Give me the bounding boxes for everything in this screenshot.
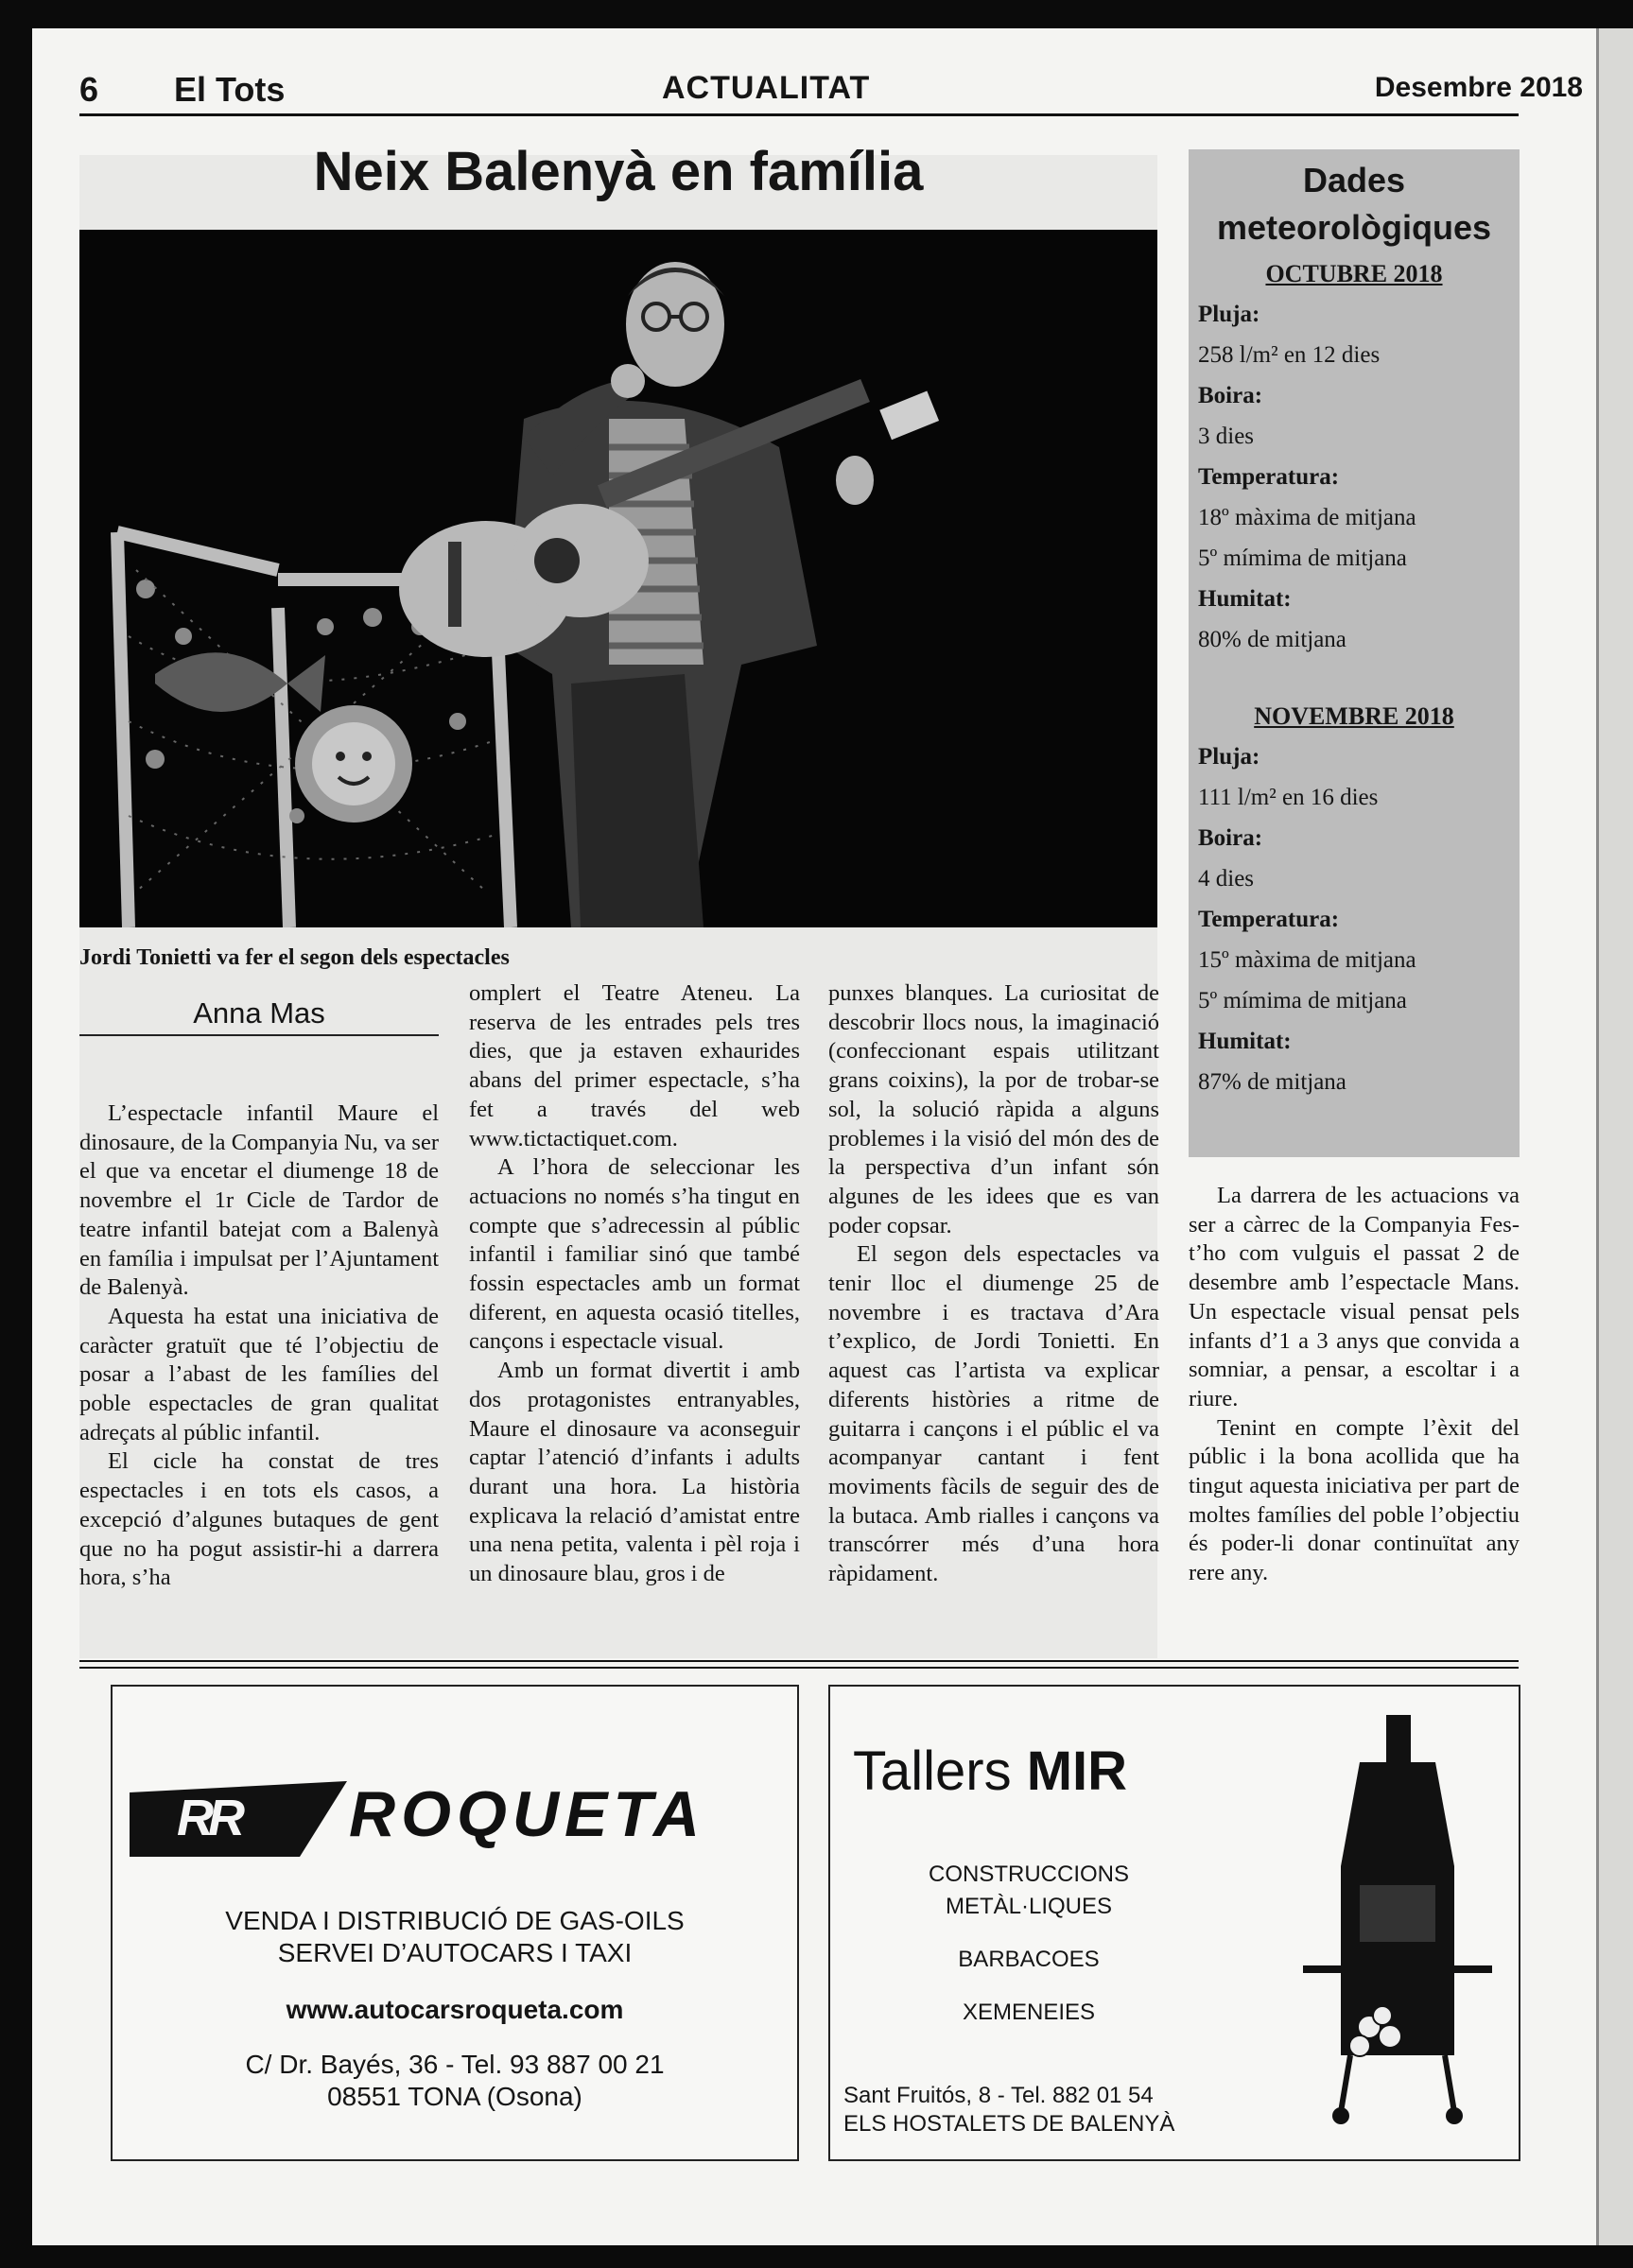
article-paragraph: punxes blanques. La curiositat de descobrir llocs nous, la imaginació (confeccionant espais utilitzant grans coixins), la por de trobar-se sol, la solució ràpida a alguns problemes i la visió del món des de la perspectiva d’un infant són algunes de les idees que es van poder copsar. bbox=[828, 980, 1159, 1238]
mir-contact bbox=[843, 2082, 1174, 2138]
mir-address: Sant Fruitós, 8 - Tel. 882 01 54 bbox=[843, 2083, 1154, 2108]
article-paragraph: Amb un format divertit i amb dos protagonistes entranyables, Maure el dinosaure va aconseguir captar l’atenció d’infants i adults durant una hora. La història explicava la relació d’amistat entre una nena petita, valenta i pèl roja i un dinosaure blau, gros i de bbox=[469, 1358, 800, 1587]
weather-title-line2: meteorològiques bbox=[1216, 208, 1492, 247]
rain-value: 111 l/m² en 16 dies bbox=[1198, 785, 1379, 810]
photo-caption: Jordi Tonietti va fer el segon dels espectacles bbox=[79, 945, 510, 970]
performer-illustration bbox=[79, 230, 1157, 927]
article-paragraph: Aquesta ha estat una iniciativa de caràcter gratuït que té l’objectiu de posar a l’abast de les famílies del poble espectacles de gran qualitat adreçats al públic infantil. bbox=[79, 1303, 439, 1446]
rain-value: 258 l/m² en 12 dies bbox=[1198, 342, 1381, 368]
fog-label: Boira: bbox=[1198, 383, 1263, 408]
article-paragraph: El segon dels espectacles va tenir lloc el diumenge 25 de novembre i es tractava d’Ara t’explico, de Jordi Tonietti. En aquest cas l’artista va explicar diferents històries a ritme de guitarra i cançons i el públic el va acompanyar cantant i fent moviments fàcils de seguir des de la butaca. Amb rialles i cançons va transcórrer més d’una hora ràpidament. bbox=[828, 1241, 1159, 1587]
weather-title-line1: Dades bbox=[1302, 161, 1406, 199]
weather-title bbox=[1189, 149, 1520, 251]
publication-name: El Tots bbox=[174, 70, 286, 109]
article-paragraph: Tenint en compte l’èxit del públic i la bona acollida que ha tingut aquesta iniciativa per part de moltes famílies del poble l’objectiu és poder-li donar continuïtat any rere any. bbox=[1189, 1414, 1520, 1586]
mir-brand bbox=[853, 1740, 1127, 1803]
humidity-value: 80% de mitjana bbox=[1198, 627, 1346, 652]
mir-line1: CONSTRUCCIONS bbox=[928, 1861, 1129, 1887]
article-photo bbox=[79, 230, 1157, 927]
temperature-label: Temperatura: bbox=[1198, 907, 1340, 932]
temperature-label: Temperatura: bbox=[1198, 464, 1340, 490]
barbecue-icon bbox=[1303, 1715, 1492, 2131]
fog-value: 3 dies bbox=[1198, 424, 1255, 449]
mir-line2: METÀL·LIQUES bbox=[945, 1894, 1113, 1919]
roqueta-website[interactable]: www.autocarsroqueta.com bbox=[286, 1995, 624, 2024]
article-headline: Neix Balenyà en família bbox=[313, 141, 924, 202]
page-number: 6 bbox=[79, 70, 99, 109]
footer-rule bbox=[79, 1660, 1519, 1669]
roqueta-logo-letters: RR bbox=[177, 1790, 239, 1846]
temperature-min: 5º mímima de mitjana bbox=[1198, 988, 1407, 1013]
mir-city: ELS HOSTALETS DE BALENYÀ bbox=[843, 2111, 1175, 2137]
article-author: Anna Mas bbox=[193, 996, 325, 1030]
fog-label: Boira: bbox=[1198, 825, 1263, 851]
rain-label: Pluja: bbox=[1198, 744, 1260, 770]
weather-month-name: NOVEMBRE 2018 bbox=[1254, 702, 1454, 730]
roqueta-line2: SERVEI D’AUTOCARS I TAXI bbox=[277, 1938, 633, 1967]
article-column-4 bbox=[1189, 1182, 1520, 1588]
roqueta-advertisement bbox=[111, 1685, 799, 2161]
article-paragraph: El cicle ha constat de tres espectacles i en tots els casos, a excepció d’algunes butaques de gent que no ha pogut assistir-hi a darrera hora, s’ha bbox=[79, 1448, 439, 1591]
tallers-mir-advertisement bbox=[828, 1685, 1520, 2161]
article-column-3 bbox=[828, 979, 1159, 1589]
article-paragraph: omplert el Teatre Ateneu. La reserva de les entrades pels tres dies, que ja estaven exhaurides abans del primer espectacle, s’ha fet a través del web www.tictactiquet.com. bbox=[469, 980, 800, 1151]
temperature-min: 5º mímima de mitjana bbox=[1198, 545, 1407, 571]
weather-box bbox=[1189, 149, 1520, 1157]
weather-november bbox=[1189, 696, 1520, 1102]
author-rule bbox=[79, 1034, 439, 1036]
mir-line4: XEMENEIES bbox=[962, 2000, 1096, 2025]
article-column-2 bbox=[469, 979, 800, 1589]
article-paragraph: L’espectacle infantil Maure el dinosaure, de la Companyia Nu, va ser el que va encetar el diumenge 18 de novembre el 1r Cicle de Tardor de teatre infantil batejat com a Balenyà en família i impulsat per l’Ajuntament de Balenyà. bbox=[79, 1100, 439, 1301]
humidity-label: Humitat: bbox=[1198, 586, 1292, 612]
temperature-max: 15º màxima de mitjana bbox=[1198, 947, 1416, 973]
next-page-edge bbox=[1596, 28, 1633, 2245]
issue-date: Desembre 2018 bbox=[1374, 72, 1583, 103]
humidity-value: 87% de mitjana bbox=[1198, 1069, 1346, 1095]
mir-brand-light: Tallers bbox=[853, 1740, 1012, 1802]
fog-value: 4 dies bbox=[1198, 866, 1255, 892]
roqueta-line1: VENDA I DISTRIBUCIÓ DE GAS-OILS bbox=[225, 1906, 685, 1935]
weather-october bbox=[1189, 253, 1520, 660]
roqueta-logo-mark bbox=[130, 1781, 347, 1857]
mir-brand-bold: MIR bbox=[1026, 1740, 1128, 1802]
rain-label: Pluja: bbox=[1198, 302, 1260, 327]
article-paragraph: La darrera de les actuacions va ser a càrrec de la Companyia Fes-t’ho com vulguis el passat 2 de desembre amb l’espectacle Mans. Un espectacle visual pensat pels infants d’1 a 3 anys que convida a somniar, a pensar, a escoltar i a riure. bbox=[1189, 1183, 1520, 1411]
article-paragraph: A l’hora de seleccionar les actuacions no només s’ha tingut en compte que s’adrecessin al públic infantil i familiar sinó que també fossin espectacles amb un format diferent, en aquesta ocasió titelles, cançons i espectacle visual. bbox=[469, 1154, 800, 1355]
header-rule bbox=[79, 113, 1519, 116]
weather-month-name: OCTUBRE 2018 bbox=[1265, 260, 1443, 287]
temperature-max: 18º màxima de mitjana bbox=[1198, 505, 1416, 530]
mir-line3: BARBACOES bbox=[958, 1947, 1100, 1972]
mir-services bbox=[887, 1859, 1171, 2029]
roqueta-address: C/ Dr. Bayés, 36 - Tel. 93 887 00 21 bbox=[245, 2050, 665, 2079]
humidity-label: Humitat: bbox=[1198, 1029, 1292, 1054]
article-column-1 bbox=[79, 1099, 439, 1593]
section-name: ACTUALITAT bbox=[662, 70, 871, 106]
roqueta-brand: ROQUETA bbox=[349, 1778, 705, 1850]
roqueta-city: 08551 TONA (Osona) bbox=[327, 2082, 582, 2111]
